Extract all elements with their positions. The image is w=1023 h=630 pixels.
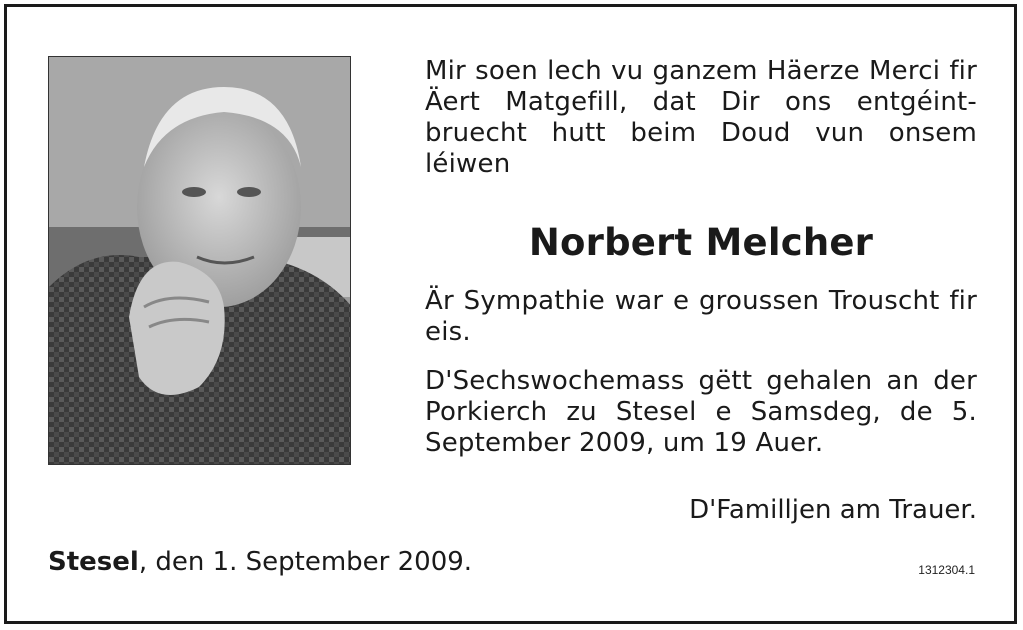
place-name: Stesel bbox=[48, 547, 139, 577]
mass-paragraph: D'Sechswochemass gëtt gehalen an der Porkierch zu Stesel e Samsdeg, de 5. September 2009, um 19 Auer. bbox=[425, 366, 977, 458]
sympathy-paragraph-block bbox=[425, 286, 977, 348]
family-signoff: D'Familljen am Trauer. bbox=[689, 495, 977, 525]
reference-number: 1312304.1 bbox=[918, 563, 975, 577]
date-text: , den 1. September 2009. bbox=[138, 547, 473, 577]
deceased-name: Norbert Melcher bbox=[528, 221, 874, 264]
thanks-paragraph-block bbox=[425, 56, 977, 206]
portrait-photo bbox=[48, 56, 351, 465]
thanks-paragraph: Mir soen lech vu ganzem Häerze Merci fir Äert Matgefill, dat Dir ons entgéint-bruecht hutt beim Doud vun onsem léiwen bbox=[425, 56, 977, 179]
place-date-line bbox=[48, 547, 472, 578]
sympathy-paragraph: Är Sympathie war e groussen Trouscht fir eis. bbox=[425, 286, 977, 347]
mass-paragraph-block bbox=[425, 366, 977, 459]
